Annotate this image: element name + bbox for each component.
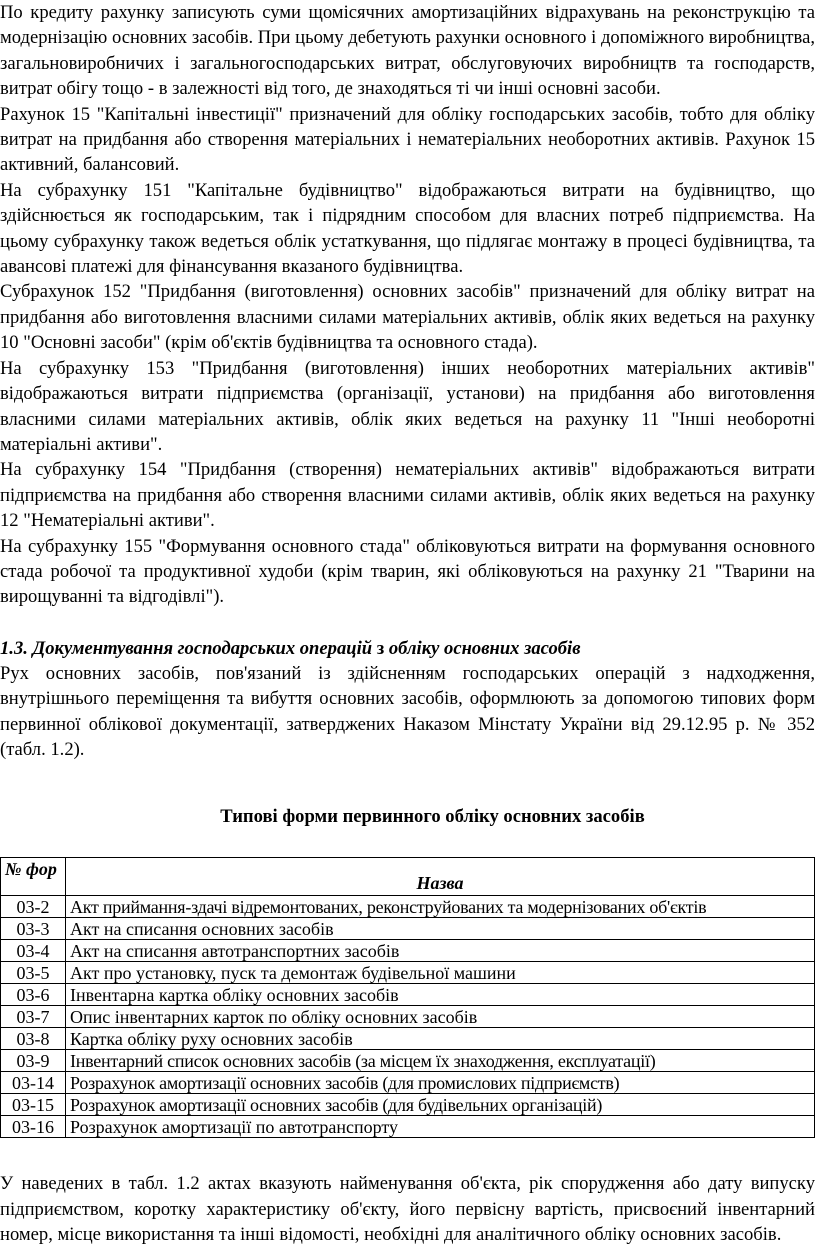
table-row — [1, 1094, 815, 1116]
table-title: Типові форми первинного обліку основних засобів — [220, 806, 645, 828]
table-row — [1, 1050, 815, 1072]
table-header-name: Назва — [66, 858, 815, 896]
paragraph-depreciation: По кредиту рахунку записують суми щомісячних амортизаційних відрахувань на реконструкцію та модернізацію основних засобів. При цьому дебетують рахунки основного і допоміжного виробництва, загальновиробничих і загальногосподарських витрат, обслуговуючих виробництв та господарств, витрат обігу тощо - в залежності від того, де знаходяться ті чи інші основні засоби. — [0, 2, 815, 100]
form-number: 03-14 — [1, 1072, 66, 1094]
table-row — [1, 918, 815, 940]
section-heading — [0, 636, 815, 661]
table-row — [1, 962, 815, 984]
form-name: Акт про установку, пуск та демонтаж будівельної машини — [66, 962, 815, 984]
form-number: 03-2 — [1, 896, 66, 918]
table-row — [1, 1072, 815, 1094]
form-name: Акт на списання автотранспортних засобів — [66, 940, 815, 962]
section-title-part-2: обліку основних засобів — [388, 637, 581, 659]
form-number: 03-5 — [1, 962, 66, 984]
form-name: Інвентарна картка обліку основних засобів — [66, 984, 815, 1006]
table-row — [1, 940, 815, 962]
paragraph-subaccount-153: На субрахунку 153 "Придбання (виготовлення) інших необоротних матеріальних активів" відображаються витрати підприємства (організації, установи) на придбання або виготовлення власними силами матеріальних активів, облік яких ведеться на рахунку 11 "Інші необоротні матеріальні активи". — [0, 357, 815, 455]
form-number: 03-6 — [1, 984, 66, 1006]
table-header-number: № фор — [1, 858, 66, 896]
form-number: 03-8 — [1, 1028, 66, 1050]
table-row — [1, 984, 815, 1006]
table-row — [1, 896, 815, 918]
paragraph-closing: У наведених в табл. 1.2 актах вказують найменування об'єкта, рік спорудження або дату випуску підприємством, коротку характеристику об'єкту, його первісну вартість, присвоєний інвентарний номер, місце використання та інші відомості, необхідні для аналітичного обліку основних засобів. — [0, 1173, 815, 1246]
paragraph-subaccount-151: На субрахунку 151 "Капітальне будівництво" відображаються витрати на будівництво, що здійснюється як господарським, так і підрядним способом для власних потреб підприємства. На цьому субрахунку також ведеться облік устаткування, що підлягає монтажу в процесі будівництва, та авансові платежі для фінансування вказаного будівництва. — [0, 179, 815, 278]
section-number: 1.3. — [0, 637, 28, 659]
paragraph-subaccount-155: На субрахунку 155 "Формування основного стада" обліковуються витрати на формування основного стада робочої та продуктивної худоби (крім тварин, які обліковуються на рахунку 21 "Тварини на вирощуванні та відгодівлі"). — [0, 535, 815, 608]
form-name: Картка обліку руху основних засобів — [66, 1028, 815, 1050]
section-title-connector: з — [372, 637, 389, 659]
table-row — [1, 1028, 815, 1050]
form-number: 03-7 — [1, 1006, 66, 1028]
form-name: Опис інвентарних карток по обліку основних засобів — [66, 1006, 815, 1028]
form-name: Інвентарний список основних засобів (за місцем їх знаходження, експлуатації) — [66, 1050, 815, 1072]
form-name: Розрахунок амортизації по автотранспорту — [66, 1116, 815, 1138]
section-title-part-1: Документування господарських операцій — [32, 637, 373, 659]
form-name: Акт на списання основних засобів — [66, 918, 815, 940]
table-header-row — [1, 858, 815, 896]
form-name: Розрахунок амортизації основних засобів (для будівельних організацій) — [66, 1094, 815, 1116]
form-number: 03-9 — [1, 1050, 66, 1072]
table-row — [1, 1116, 815, 1138]
paragraph-subaccount-154: На субрахунку 154 "Придбання (створення) нематеріальних активів" відображаються витрати підприємства на придбання або створення власними силами активів, облік яких ведеться на рахунку 12 "Нематеріальні активи". — [0, 459, 815, 532]
paragraph-section-intro: Рух основних засобів, пов'язаний із здійсненням господарських операцій з надходження, внутрішнього переміщення та вибуття основних засобів, оформлюють за допомогою типових форм первинної облікової документації, затверджених Наказом Мінстату України від 29.12.95 р. № 352 (табл. 1.2). — [0, 662, 815, 760]
paragraph-subaccount-152: Субрахунок 152 "Придбання (виготовлення) основних засобів" призначений для обліку витрат на придбання або виготовлення власними силами матеріальних активів, облік яких ведеться на рахунку 10 "Основні засоби" (крім об'єктів будівництва та основного стада). — [0, 281, 815, 354]
form-number: 03-4 — [1, 940, 66, 962]
form-number: 03-16 — [1, 1116, 66, 1138]
form-number: 03-3 — [1, 918, 66, 940]
table-row — [1, 1006, 815, 1028]
form-number: 03-15 — [1, 1094, 66, 1116]
form-name: Акт приймання-здачі відремонтованих, реконструйованих та модернізованих об'єктів — [66, 896, 815, 918]
form-name: Розрахунок амортизації основних засобів (для промислових підприємств) — [66, 1072, 815, 1094]
forms-table — [0, 857, 815, 1138]
paragraph-account-15: Рахунок 15 "Капітальні інвестиції" призначений для обліку господарських засобів, тобто для обліку витрат на придбання або створення матеріальних і нематеріальних необоротних активів. Рахунок 15 активний, балансовий. — [0, 103, 815, 176]
